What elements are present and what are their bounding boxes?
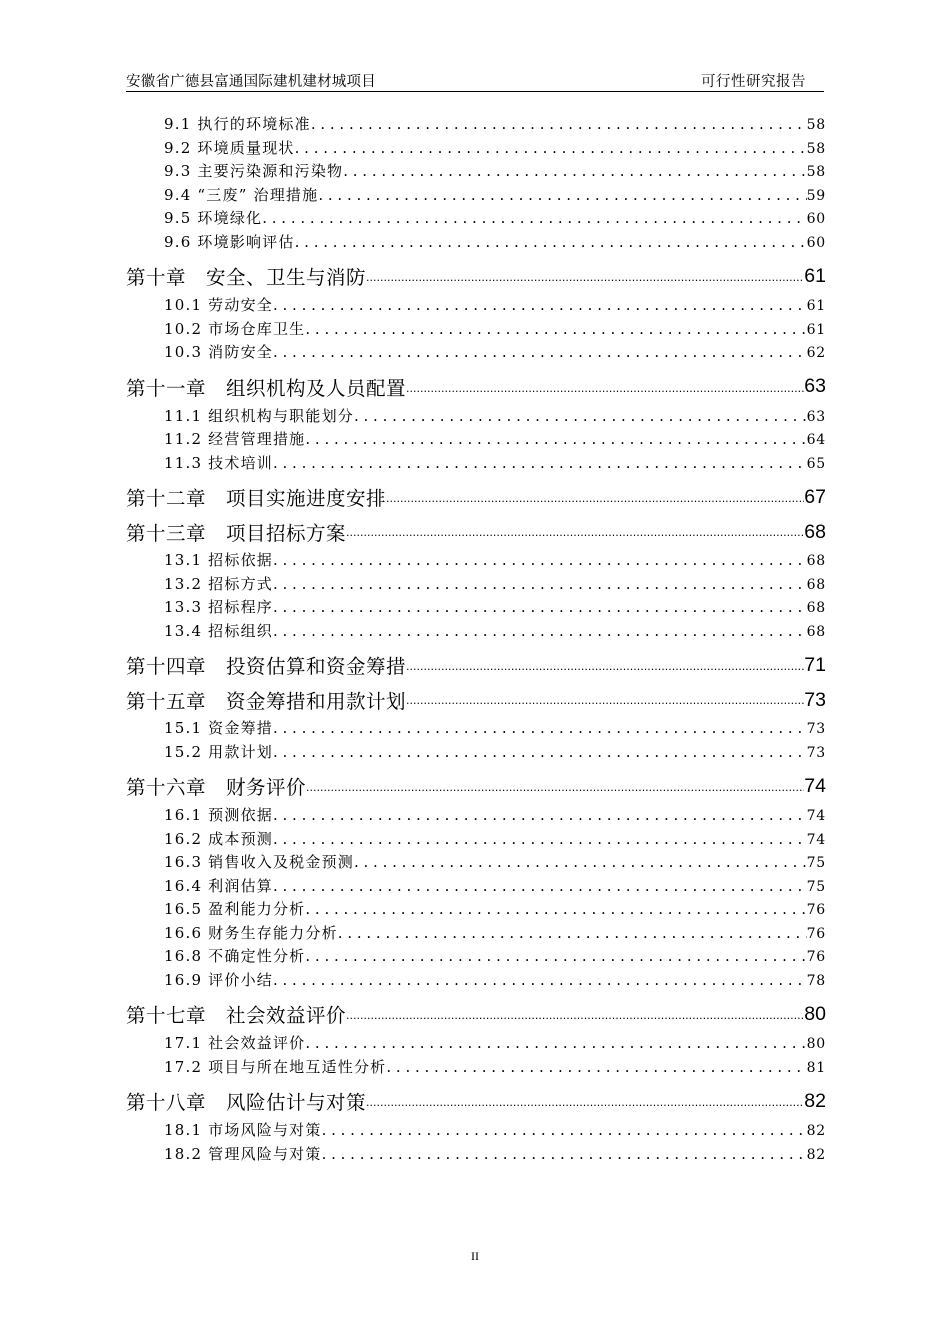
dot-leader [295, 233, 807, 251]
toc-entry-title: 11.2 经营管理措施 [164, 430, 306, 448]
toc-entry-page: 82 [806, 1146, 826, 1163]
toc-entry-page: 64 [806, 432, 826, 448]
toc-entry-page: 76 [806, 949, 826, 965]
dot-leader [305, 430, 806, 448]
toc-entry-page: 68 [804, 520, 826, 543]
dot-leader [354, 853, 807, 871]
dot-leader [354, 407, 807, 425]
dot-leader [273, 971, 807, 989]
toc-entry-title: 16.5 盈利能力分析 [164, 900, 306, 918]
toc-section-entry[interactable] [126, 1143, 826, 1167]
toc-entry-page: 81 [806, 1059, 826, 1076]
toc-section-entry[interactable] [126, 452, 826, 476]
toc-entry-page: 68 [806, 576, 826, 593]
toc-section-entry[interactable] [126, 160, 826, 184]
dot-leader [273, 622, 807, 640]
dot-leader [366, 1088, 804, 1119]
toc-entry-title: 9.6 环境影响评估 [164, 232, 295, 251]
dot-leader [262, 209, 806, 227]
toc-section-entry[interactable] [126, 620, 826, 644]
toc-entry-page: 62 [806, 345, 826, 361]
toc-entry-title: 15.2 用款计划 [164, 742, 273, 761]
toc-entry-page: 82 [804, 1089, 826, 1112]
toc-section-entry[interactable] [126, 922, 826, 946]
toc-section-entry[interactable] [126, 828, 826, 852]
toc-section-entry[interactable] [126, 184, 826, 208]
dot-leader [273, 454, 807, 472]
dot-leader [273, 743, 807, 761]
toc-entry-title: 18.1 市场风险与对策 [164, 1121, 322, 1139]
toc-chapter-entry[interactable] [126, 1083, 826, 1119]
toc-entry-page: 61 [806, 298, 826, 314]
dot-leader [273, 296, 807, 314]
toc-section-entry[interactable] [126, 898, 826, 922]
toc-section-entry[interactable] [126, 875, 826, 899]
toc-entry-title: 第十六章 财务评价 [126, 776, 307, 799]
toc-entry-page: 63 [806, 408, 826, 425]
toc-entry-page: 75 [806, 855, 826, 871]
toc-entry-page: 74 [804, 774, 826, 797]
toc-entry-title: 11.1 组织机构与职能划分 [164, 406, 354, 425]
dot-leader [273, 830, 807, 848]
document-title: 安徽省广德县富通国际建机建材城项目 [126, 74, 376, 90]
toc-entry-title: 13.1 招标依据 [164, 551, 273, 569]
dot-leader [366, 263, 804, 294]
toc-chapter-entry[interactable] [126, 768, 826, 804]
toc-section-entry[interactable] [126, 1032, 826, 1056]
toc-entry-title: 17.2 项目与所在地互适性分析 [164, 1057, 387, 1076]
toc-chapter-entry[interactable] [126, 647, 826, 683]
toc-entry-title: 第十一章 组织机构及人员配置 [126, 376, 407, 400]
page-number: II [471, 1249, 479, 1263]
toc-entry-title: 13.2 招标方式 [164, 574, 273, 593]
toc-entry-page: 73 [806, 721, 826, 737]
toc-entry-title: 15.1 资金筹措 [164, 719, 273, 737]
toc-entry-title: 第十八章 风险估计与对策 [126, 1091, 367, 1114]
toc-section-entry[interactable] [126, 137, 826, 161]
toc-entry-title: 10.2 市场仓库卫生 [164, 319, 306, 338]
toc-entry-page: 60 [806, 234, 826, 251]
toc-chapter-entry[interactable] [126, 515, 826, 549]
dot-leader [322, 1121, 807, 1139]
toc-chapter-entry[interactable] [126, 258, 826, 294]
report-type: 可行性研究报告 [701, 74, 806, 90]
toc-entry-page: 71 [804, 653, 826, 676]
toc-section-entry[interactable] [126, 318, 826, 342]
toc-section-entry[interactable] [126, 207, 826, 231]
toc-entry-title: 第十五章 资金筹措和用款计划 [126, 690, 407, 713]
dot-leader [273, 575, 807, 593]
toc-entry-page: 74 [806, 831, 826, 848]
toc-entry-title: 11.3 技术培训 [164, 453, 273, 472]
toc-entry-page: 68 [806, 553, 826, 569]
toc-entry-title: 13.4 招标组织 [164, 621, 273, 640]
toc-entry-page: 75 [806, 878, 826, 895]
toc-section-entry[interactable] [126, 405, 826, 429]
dot-leader [386, 1058, 806, 1076]
dot-leader [305, 1034, 806, 1052]
toc-section-entry[interactable] [126, 428, 826, 452]
toc-entry-title: 9.4 “三废” 治理措施 [164, 185, 319, 204]
toc-entry-title: 16.3 销售收入及税金预测 [164, 853, 354, 871]
dot-leader [338, 924, 807, 942]
dot-leader [406, 686, 804, 717]
toc-entry-title: 13.3 招标程序 [164, 598, 273, 616]
toc-entry-page: 80 [806, 1036, 826, 1052]
toc-entry-title: 第十三章 项目招标方案 [126, 522, 347, 545]
dot-leader [305, 320, 806, 338]
toc-section-entry[interactable] [126, 573, 826, 597]
toc-entry-title: 16.6 财务生存能力分析 [164, 923, 338, 942]
toc-entry-title: 第十二章 项目实施进度安排 [126, 487, 387, 510]
toc-section-entry[interactable] [126, 231, 826, 255]
toc-entry-title: 10.3 消防安全 [164, 343, 273, 361]
dot-leader [346, 518, 804, 549]
toc-entry-page: 61 [806, 321, 826, 338]
toc-entry-title: 16.4 利润估算 [164, 876, 273, 895]
toc-chapter-entry[interactable] [126, 369, 826, 405]
dot-leader [306, 773, 804, 804]
toc-entry-page: 80 [804, 1002, 826, 1025]
toc-section-entry[interactable] [126, 741, 826, 765]
toc-section-entry[interactable] [126, 717, 826, 741]
dot-leader [273, 719, 807, 737]
toc-entry-page: 61 [804, 264, 826, 287]
toc-section-entry[interactable] [126, 1119, 826, 1143]
toc-entry-title: 9.2 环境质量现状 [164, 138, 295, 157]
toc-entry-page: 74 [806, 808, 826, 824]
dot-leader [346, 1001, 804, 1032]
dot-leader [318, 186, 806, 204]
toc-entry-title: 16.8 不确定性分析 [164, 947, 306, 965]
dot-leader [322, 1145, 807, 1163]
toc-entry-page: 67 [804, 485, 826, 508]
toc-entry-title: 16.1 预测依据 [164, 806, 273, 824]
toc-section-entry[interactable] [126, 341, 826, 365]
toc-entry-title: 16.2 成本预测 [164, 829, 273, 848]
dot-leader [406, 652, 804, 683]
toc-entry-page: 82 [806, 1123, 826, 1139]
toc-entry-page: 65 [806, 455, 826, 472]
toc-entry-title: 9.3 主要污染源和污染物 [164, 162, 344, 180]
toc-section-entry[interactable] [126, 945, 826, 969]
dot-leader [305, 900, 806, 918]
dot-leader [305, 947, 806, 965]
dot-leader [311, 115, 807, 133]
toc-entry-title: 16.9 评价小结 [164, 970, 273, 989]
toc-entry-page: 68 [806, 623, 826, 640]
toc-entry-page: 58 [806, 164, 826, 180]
toc-section-entry[interactable] [126, 804, 826, 828]
toc-chapter-entry[interactable] [126, 996, 826, 1032]
toc-entry-title: 第十章 安全、卫生与消防 [126, 266, 367, 289]
toc-entry-page: 73 [804, 688, 826, 711]
toc-entry-page: 76 [806, 902, 826, 918]
page-header [126, 70, 824, 92]
toc-section-entry[interactable] [126, 596, 826, 620]
toc-entry-page: 63 [804, 375, 826, 397]
toc-entry-page: 58 [806, 140, 826, 157]
toc-entry-page: 59 [806, 187, 826, 204]
toc-entry-title: 17.1 社会效益评价 [164, 1034, 306, 1052]
toc-entry-page: 60 [806, 211, 826, 227]
toc-entry-title: 第十四章 投资估算和资金筹措 [126, 655, 407, 678]
toc-entry-page: 73 [806, 744, 826, 761]
dot-leader [273, 877, 807, 895]
toc-entry-title: 18.2 管理风险与对策 [164, 1144, 322, 1163]
dot-leader [273, 598, 807, 616]
dot-leader [295, 139, 807, 157]
toc-section-entry[interactable] [126, 113, 826, 137]
dot-leader [406, 374, 804, 405]
table-of-contents [126, 113, 826, 1166]
toc-section-entry[interactable] [126, 549, 826, 573]
dot-leader [273, 343, 807, 361]
toc-entry-title: 9.5 环境绿化 [164, 209, 263, 227]
toc-section-entry[interactable] [126, 294, 826, 318]
toc-entry-title: 9.1 执行的环境标准 [164, 115, 311, 133]
toc-entry-page: 58 [806, 117, 826, 133]
toc-section-entry[interactable] [126, 969, 826, 993]
toc-entry-title: 第十七章 社会效益评价 [126, 1004, 347, 1027]
toc-section-entry[interactable] [126, 851, 826, 875]
dot-leader [343, 162, 806, 180]
toc-entry-page: 76 [806, 925, 826, 942]
dot-leader [273, 806, 807, 824]
toc-chapter-entry[interactable] [126, 683, 826, 717]
dot-leader [386, 484, 804, 515]
toc-entry-page: 78 [806, 972, 826, 989]
toc-chapter-entry[interactable] [126, 479, 826, 515]
dot-leader [273, 551, 807, 569]
toc-entry-title: 10.1 劳动安全 [164, 296, 273, 314]
toc-section-entry[interactable] [126, 1056, 826, 1080]
toc-entry-page: 68 [806, 600, 826, 616]
